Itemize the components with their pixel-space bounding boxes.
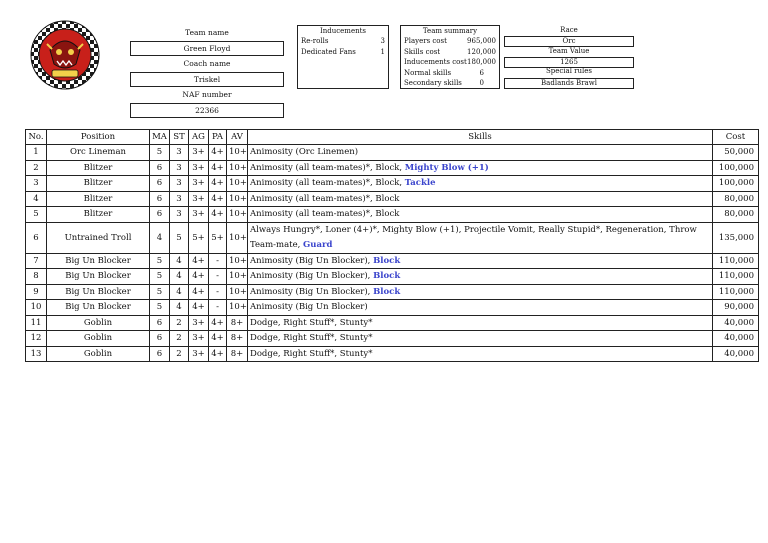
cell-st: 2 (170, 315, 189, 331)
cell-av: 10+ (227, 284, 248, 300)
skills-text: Animosity (Orc Linemen) (250, 147, 359, 158)
cell-pa: 4+ (209, 207, 227, 223)
cell-pa: 4+ (209, 160, 227, 176)
cell-ag: 4+ (189, 253, 209, 269)
summary-value: 180,000 (467, 58, 496, 66)
team-logo (30, 20, 100, 90)
cell-cost: 80,000 (713, 191, 759, 207)
acquired-skill: Block (373, 286, 401, 297)
cell-cost: 110,000 (713, 284, 759, 300)
header-ag: AG (189, 130, 209, 145)
acquired-skill: Mighty Blow (+1) (404, 162, 489, 173)
cell-av: 10+ (227, 222, 248, 253)
cell-ma: 5 (150, 145, 170, 161)
cell-no: 4 (26, 191, 47, 207)
summary-row (401, 47, 499, 58)
cell-cost: 110,000 (713, 269, 759, 285)
skills-text: Animosity (Big Un Blocker), (250, 255, 374, 266)
cell-skills (248, 160, 713, 176)
cell-cost: 80,000 (713, 207, 759, 223)
cell-av: 10+ (227, 253, 248, 269)
cell-pa: - (209, 300, 227, 316)
summary-label: Normal skills (404, 68, 452, 77)
table-row (26, 315, 759, 331)
table-header-row (26, 130, 759, 145)
cell-skills (248, 207, 713, 223)
table-row (26, 207, 759, 223)
cell-av: 10+ (227, 207, 248, 223)
coach-name-label: Coach name (183, 59, 231, 68)
skills-text: Animosity (Big Un Blocker) (250, 302, 368, 313)
naf-number-field: 22366 (130, 103, 284, 118)
race-field: Orc (504, 36, 634, 47)
inducement-value: 3 (380, 37, 385, 45)
cell-ma: 6 (150, 207, 170, 223)
cell-skills (248, 191, 713, 207)
summary-value: 965,000 (467, 37, 496, 45)
cell-cost: 90,000 (713, 300, 759, 316)
cell-av: 10+ (227, 300, 248, 316)
cell-no: 1 (26, 145, 47, 161)
cell-ag: 3+ (189, 176, 209, 192)
cell-skills (248, 145, 713, 161)
cell-pa: 4+ (209, 331, 227, 347)
table-row (26, 331, 759, 347)
header-ma: MA (150, 130, 170, 145)
cell-st: 2 (170, 331, 189, 347)
cell-skills (248, 331, 713, 347)
table-row (26, 269, 759, 285)
cell-st: 4 (170, 269, 189, 285)
header-cost: Cost (713, 130, 759, 145)
cell-ma: 6 (150, 160, 170, 176)
cell-position: Blitzer (47, 176, 150, 192)
cell-ma: 5 (150, 284, 170, 300)
skills-text: Dodge, Right Stuff*, Stunty* (250, 317, 373, 328)
cell-ag: 3+ (189, 145, 209, 161)
cell-pa: - (209, 253, 227, 269)
cell-av: 10+ (227, 145, 248, 161)
inducement-value: 1 (380, 47, 385, 56)
cell-no: 5 (26, 207, 47, 223)
cell-position: Big Un Blocker (47, 253, 150, 269)
cell-cost: 110,000 (713, 253, 759, 269)
table-row (26, 222, 759, 253)
cell-st: 3 (170, 176, 189, 192)
cell-ag: 5+ (189, 222, 209, 253)
cell-no: 8 (26, 269, 47, 285)
cell-ma: 5 (150, 253, 170, 269)
cell-skills (248, 346, 713, 362)
cell-skills (248, 315, 713, 331)
cell-skills (248, 300, 713, 316)
inducements-panel (297, 25, 389, 89)
summary-row (401, 57, 499, 68)
inducement-label: Dedicated Fans (301, 47, 356, 56)
cell-ag: 3+ (189, 346, 209, 362)
team-name-label: Team name (185, 28, 229, 37)
cell-no: 7 (26, 253, 47, 269)
table-row (26, 253, 759, 269)
cell-position: Big Un Blocker (47, 284, 150, 300)
skills-text: Dodge, Right Stuff*, Stunty* (250, 333, 373, 344)
inducement-row (298, 36, 388, 47)
cell-cost: 40,000 (713, 331, 759, 347)
summary-label: Skills cost (404, 47, 441, 56)
cell-cost: 135,000 (713, 222, 759, 253)
summary-value: 0 (479, 79, 484, 87)
cell-no: 2 (26, 160, 47, 176)
cell-cost: 40,000 (713, 315, 759, 331)
cell-av: 10+ (227, 176, 248, 192)
cell-pa: 4+ (209, 315, 227, 331)
cell-st: 2 (170, 346, 189, 362)
cell-pa: 4+ (209, 346, 227, 362)
cell-no: 9 (26, 284, 47, 300)
skills-text: Animosity (all team-mates)*, Block (250, 209, 400, 220)
cell-position: Goblin (47, 346, 150, 362)
team-summary-panel (400, 25, 500, 89)
header-st: ST (170, 130, 189, 145)
cell-ma: 5 (150, 269, 170, 285)
skills-text: Always Hungry*, Loner (4+)*, Mighty Blow (+1), Projectile Vomit, Really Stupid*, Regeneration, Throw Team-mate, (250, 224, 697, 250)
inducements-title: Inducements (319, 27, 367, 35)
cell-st: 4 (170, 284, 189, 300)
cell-av: 10+ (227, 269, 248, 285)
header-skills: Skills (248, 130, 713, 145)
special-rules-field: Badlands Brawl (504, 78, 634, 89)
team-name-field: Green Floyd (130, 41, 284, 56)
cell-position: Blitzer (47, 207, 150, 223)
table-row (26, 160, 759, 176)
race-label: Race (560, 26, 578, 34)
cell-st: 4 (170, 300, 189, 316)
cell-position: Goblin (47, 331, 150, 347)
cell-st: 3 (170, 207, 189, 223)
summary-row (401, 36, 499, 47)
cell-ma: 6 (150, 315, 170, 331)
cell-ma: 6 (150, 346, 170, 362)
cell-ma: 6 (150, 176, 170, 192)
cell-ag: 4+ (189, 284, 209, 300)
cell-no: 12 (26, 331, 47, 347)
cell-skills (248, 284, 713, 300)
skills-text: Animosity (all team-mates)*, Block, (250, 178, 405, 189)
cell-av: 10+ (227, 191, 248, 207)
cell-ag: 3+ (189, 207, 209, 223)
cell-ag: 3+ (189, 331, 209, 347)
cell-pa: 4+ (209, 191, 227, 207)
cell-av: 8+ (227, 315, 248, 331)
cell-ma: 6 (150, 191, 170, 207)
cell-ag: 4+ (189, 300, 209, 316)
team-value-label: Team Value (548, 47, 590, 55)
cell-position: Big Un Blocker (47, 269, 150, 285)
cell-cost: 100,000 (713, 160, 759, 176)
cell-skills (248, 222, 713, 253)
acquired-skill: Tackle (404, 178, 436, 189)
cell-pa: 4+ (209, 176, 227, 192)
table-row (26, 145, 759, 161)
cell-av: 8+ (227, 346, 248, 362)
cell-position: Blitzer (47, 191, 150, 207)
summary-row (401, 68, 499, 79)
cell-position: Orc Lineman (47, 145, 150, 161)
header-pa: PA (209, 130, 227, 145)
cell-av: 10+ (227, 160, 248, 176)
skills-text: Animosity (all team-mates)*, Block (250, 193, 400, 204)
roster-table (25, 129, 759, 362)
summary-value: 6 (479, 68, 484, 77)
naf-number-label: NAF number (182, 90, 232, 99)
cell-ma: 4 (150, 222, 170, 253)
cell-no: 11 (26, 315, 47, 331)
cell-st: 3 (170, 145, 189, 161)
acquired-skill: Block (373, 255, 401, 266)
cell-ag: 4+ (189, 269, 209, 285)
table-row (26, 176, 759, 192)
cell-no: 3 (26, 176, 47, 192)
special-rules-label: Special rules (545, 67, 593, 75)
skills-text: Animosity (Big Un Blocker), (250, 286, 374, 297)
cell-no: 10 (26, 300, 47, 316)
cell-cost: 50,000 (713, 145, 759, 161)
summary-label: Players cost (404, 37, 447, 45)
cell-ma: 5 (150, 300, 170, 316)
cell-cost: 40,000 (713, 346, 759, 362)
coach-name-field: Triskel (130, 72, 284, 87)
cell-position: Untrained Troll (47, 222, 150, 253)
cell-ag: 3+ (189, 191, 209, 207)
inducement-row (298, 47, 388, 58)
cell-no: 13 (26, 346, 47, 362)
cell-st: 5 (170, 222, 189, 253)
header-position: Position (47, 130, 150, 145)
skills-text: Animosity (Big Un Blocker), (250, 271, 374, 282)
table-row (26, 284, 759, 300)
table-row (26, 191, 759, 207)
cell-pa: - (209, 284, 227, 300)
cell-cost: 100,000 (713, 176, 759, 192)
table-row (26, 346, 759, 362)
cell-av: 8+ (227, 331, 248, 347)
inducement-label: Re-rolls (301, 37, 329, 45)
acquired-skill: Guard (303, 239, 333, 250)
acquired-skill: Block (373, 271, 401, 282)
team-value-field: 1265 (504, 57, 634, 68)
team-summary-title: Team summary (422, 27, 478, 35)
header-no: No. (26, 130, 47, 145)
header-av: AV (227, 130, 248, 145)
cell-pa: 4+ (209, 145, 227, 161)
cell-ag: 3+ (189, 160, 209, 176)
cell-skills (248, 269, 713, 285)
cell-position: Goblin (47, 315, 150, 331)
cell-pa: 5+ (209, 222, 227, 253)
table-row (26, 300, 759, 316)
skills-text: Animosity (all team-mates)*, Block, (250, 162, 405, 173)
cell-st: 4 (170, 253, 189, 269)
cell-position: Blitzer (47, 160, 150, 176)
cell-ma: 6 (150, 331, 170, 347)
summary-label: Inducements cost (404, 58, 467, 66)
summary-value: 120,000 (467, 47, 496, 56)
cell-no: 6 (26, 222, 47, 253)
summary-row (401, 78, 499, 89)
cell-st: 3 (170, 191, 189, 207)
cell-pa: - (209, 269, 227, 285)
cell-position: Big Un Blocker (47, 300, 150, 316)
cell-st: 3 (170, 160, 189, 176)
skills-text: Dodge, Right Stuff*, Stunty* (250, 348, 373, 359)
cell-skills (248, 253, 713, 269)
cell-skills (248, 176, 713, 192)
summary-label: Secondary skills (404, 79, 462, 87)
cell-ag: 3+ (189, 315, 209, 331)
